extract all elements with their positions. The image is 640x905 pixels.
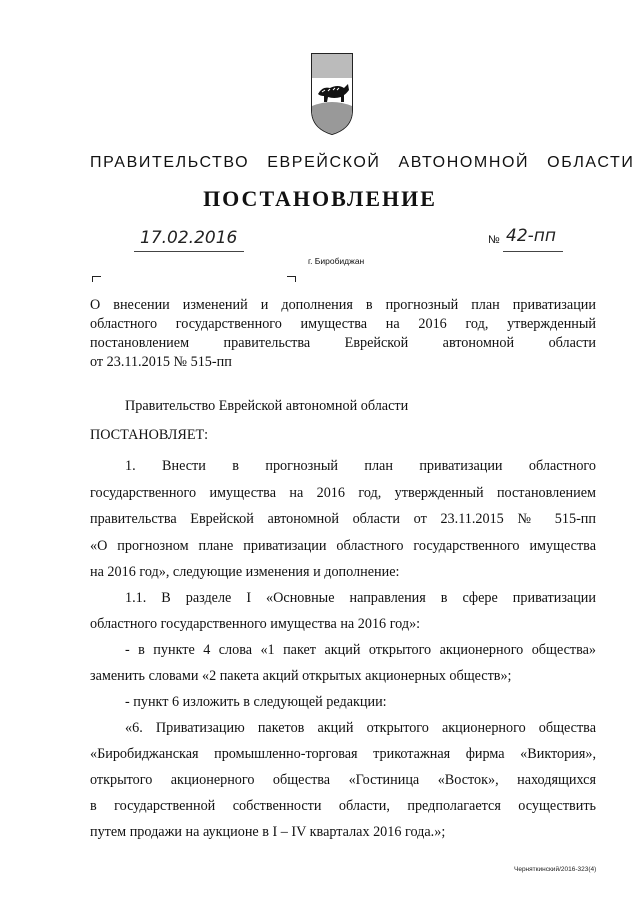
organization-name: ПРАВИТЕЛЬСТВО ЕВРЕЙСКОЙ АВТОНОМНОЙ ОБЛАСТИ xyxy=(90,154,635,171)
handwritten-number: 42-пп xyxy=(506,226,556,246)
number-underline xyxy=(503,251,563,252)
document-type: ПОСТАНОВЛЕНИЕ xyxy=(203,186,437,211)
footer-code: Черняткинский/2016-323(4) xyxy=(514,866,597,873)
title-corner-left xyxy=(92,276,101,282)
date-underline xyxy=(134,251,244,252)
number-prefix: № xyxy=(488,234,500,246)
body-line: «О прогнозном плане приватизации областного государственного имущества xyxy=(90,538,596,554)
handwritten-date: 17.02.2016 xyxy=(140,228,238,248)
title-line: от 23.11.2015 № 515-пп xyxy=(90,354,232,370)
body-line: открытого акционерного общества «Гостиница «Восток», находящихся xyxy=(90,772,596,788)
title-line: постановлением правительства Еврейской автономной области xyxy=(90,335,596,351)
body-line: «6. Приватизацию пакетов акций открытого акционерного общества xyxy=(125,720,596,736)
body-line: «Биробиджанская промышленно-торговая трикотажная фирма «Виктория», xyxy=(90,746,596,762)
body-line: на 2016 год», следующие изменения и дополнение: xyxy=(90,564,400,580)
title-corner-right xyxy=(287,276,296,282)
title-line: О внесении изменений и дополнения в прогнозный план приватизации xyxy=(90,297,596,313)
body-line: областного государственного имущества на 2016 год»: xyxy=(90,616,421,632)
body-line: правительства Еврейской автономной области от 23.11.2015 № 515-пп xyxy=(90,511,596,527)
city-name: г. Биробиджан xyxy=(308,256,365,266)
body-line: государственного имущества на 2016 год, утвержденный постановлением xyxy=(90,485,596,501)
body-line: - в пункте 4 слова «1 пакет акций открытого акционерного общества» xyxy=(125,642,596,658)
document-title xyxy=(90,296,596,372)
preamble: Правительство Еврейской автономной области xyxy=(125,398,409,414)
body-line: заменить словами «2 пакета акций открытых акционерных обществ»; xyxy=(90,668,512,684)
title-line: областного государственного имущества на 2016 год, утвержденный xyxy=(90,316,596,332)
coat-of-arms-emblem xyxy=(308,48,356,136)
resolves-heading: ПОСТАНОВЛЯЕТ: xyxy=(90,427,209,443)
body-line: 1.1. В разделе I «Основные направления в сфере приватизации xyxy=(125,590,596,606)
body-line: 1. Внести в прогнозный план приватизации областного xyxy=(125,458,596,474)
body-line: - пункт 6 изложить в следующей редакции: xyxy=(125,694,387,710)
body-line: путем продажи на аукционе в I – IV кварталах 2016 года.»; xyxy=(90,824,446,840)
body-line: в государственной собственности области, предполагается осуществить xyxy=(90,798,596,814)
